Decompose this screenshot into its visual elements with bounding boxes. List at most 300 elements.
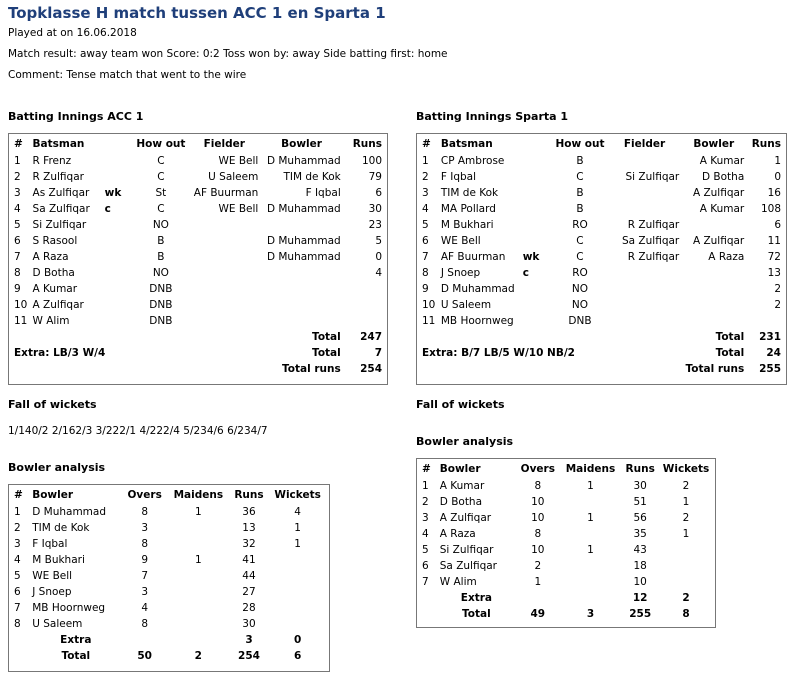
total-runs-row [12,361,384,377]
table-cell [103,249,134,265]
table-cell: J Snoep [440,267,481,279]
table-cell: B [576,187,584,199]
table-cell: 27 [242,586,256,598]
table-cell: D Muhammad [266,203,341,215]
table-cell: 72 [767,251,781,263]
table-cell [103,169,134,185]
table-cell [188,297,260,313]
table-cell: 1 [14,155,21,167]
table-cell: A Raza [708,251,745,263]
table-row [420,558,712,574]
batting-home-heading: Batting Innings ACC 1 [8,110,144,123]
table-cell: 1 [587,544,594,556]
col-header: Bowler [439,463,481,475]
table-cell: 1 [587,480,594,492]
table-cell: 23 [368,219,382,231]
table-cell: A Zulfiqar [439,512,492,524]
table-cell [660,542,712,558]
total-row [420,606,712,622]
table-cell: 8 [422,267,429,279]
col-header: Runs [234,489,264,501]
table-cell: F Iqbal [305,187,341,199]
table-cell: 7 [141,570,148,582]
total-label: Total [312,331,341,343]
table-cell [420,361,608,377]
table-cell [608,313,681,329]
table-cell [521,185,552,201]
table-cell [681,265,746,281]
table-cell: 7 [422,576,429,588]
table-cell: Si Zulfiqar [625,171,680,183]
table-cell [12,361,188,377]
table-cell: R Zulfiqar [32,171,84,183]
total-row [12,648,326,664]
extras-total: 7 [374,347,382,359]
table-cell: 79 [368,171,382,183]
table-cell: 2 [14,171,21,183]
batting-away-table [420,135,783,377]
col-header [103,135,134,153]
table-cell: DNB [149,283,173,295]
table-cell: 1 [682,528,690,540]
table-cell [681,297,746,313]
table-cell: 10 [531,496,545,508]
fow-home-text: 1/140/2 2/162/3 3/222/1 4/222/4 5/234/6 6/234/7 [8,425,268,437]
table-cell: 18 [633,560,647,572]
table-cell: 2 [422,171,429,183]
col-header: Bowler [281,138,322,150]
col-header: Fielder [623,138,666,150]
table-cell: NO [152,267,169,279]
total-row [420,329,783,345]
table-row [420,526,712,542]
table-cell: WE Bell [440,235,481,247]
table-cell: 3 [422,512,429,524]
table-row [12,281,384,297]
table-cell: c [104,203,111,215]
table-row [12,520,326,536]
table-cell: 49 [530,608,546,620]
table-cell: U Saleem [208,171,259,183]
table-cell: Sa Zulfiqar [622,235,680,247]
table-cell [168,568,229,584]
table-cell: J Snoep [32,586,72,598]
table-row [12,169,384,185]
table-cell [103,281,134,297]
table-row [420,510,712,526]
table-cell: A Zulfiqar [692,187,745,199]
table-row [12,153,384,169]
table-cell: Total [61,650,91,662]
table-cell [521,153,552,169]
table-cell: 6 [422,560,429,572]
table-cell: Sa Zulfiqar [32,203,90,215]
table-cell [420,590,438,606]
table-cell: 5 [422,219,429,231]
col-header: Batsman [440,138,493,150]
table-cell: D Muhammad [266,235,341,247]
table-cell: 10 [531,512,545,524]
table-cell: C [576,235,584,247]
total-runs-row [420,361,783,377]
table-cell: 56 [633,512,647,524]
table-cell [561,494,621,510]
col-header: Maidens [565,463,616,475]
table-cell [515,590,561,606]
table-cell: TIM de Kok [283,171,341,183]
table-cell [608,297,681,313]
table-cell: 1 [194,554,202,566]
table-cell: 11 [14,315,28,327]
table-row [12,616,326,632]
bowling-home-header-row [12,486,326,504]
table-cell [521,169,552,185]
table-cell: A Zulfiqar [692,235,745,247]
table-cell [343,297,384,313]
table-cell: 2 [682,480,690,492]
table-cell [608,281,681,297]
table-cell [188,265,260,281]
table-cell [103,297,134,313]
table-cell: B [576,203,584,215]
table-cell: 1 [14,506,21,518]
table-cell: Total [462,608,491,620]
table-cell [608,153,681,169]
match-result: Match result: away team won Score: 0:2 Toss won by: away Side batting first: home [8,48,448,60]
table-cell: 30 [368,203,382,215]
table-cell: 2 [14,522,21,534]
table-cell [521,201,552,217]
table-cell: 1 [194,506,202,518]
table-cell: 6 [422,235,429,247]
table-cell: 9 [14,283,21,295]
table-cell: 2 [682,592,690,604]
table-cell: D Botha [439,496,483,508]
table-row [420,153,783,169]
table-cell: DNB [149,315,173,327]
col-header: # [14,489,23,501]
table-cell: 3 [141,522,148,534]
table-cell: 41 [242,554,256,566]
table-cell [681,281,746,297]
table-cell: 10 [531,544,545,556]
table-cell [269,600,326,616]
table-cell: 4 [422,528,429,540]
table-cell: wk [104,187,122,199]
table-cell: Sa Zulfiqar [439,560,497,572]
table-cell [681,313,746,329]
table-cell: 8 [534,528,542,540]
table-cell: 1 [422,155,429,167]
table-cell [561,526,621,542]
table-row [420,574,712,590]
table-cell: 36 [242,506,256,518]
total-runs-value: 255 [759,363,781,375]
table-cell: 2 [534,560,542,572]
fow-away-heading: Fall of wickets [416,398,505,411]
table-cell [260,281,342,297]
table-cell: U Saleem [32,618,83,630]
table-cell: NO [571,283,589,295]
table-cell: 6 [14,586,21,598]
table-row [12,265,384,281]
table-cell: 2 [194,650,202,662]
table-cell: C [157,203,165,215]
table-cell [521,217,552,233]
table-cell: 7 [14,602,21,614]
table-cell: D Botha [702,171,745,183]
table-row [12,504,326,520]
table-row [12,217,384,233]
bowling-away-header-row [420,460,712,478]
table-cell: B [157,235,165,247]
table-cell: 2 [774,299,781,311]
table-cell: 4 [294,506,301,518]
col-header: Fielder [203,138,245,150]
table-cell: Si Zulfiqar [439,544,494,556]
bowling-away-table [420,460,712,622]
table-cell: 254 [238,650,260,662]
table-row [12,313,384,329]
table-cell [269,584,326,600]
table-cell: C [157,171,165,183]
table-row [420,201,783,217]
table-cell: S Rasool [32,235,78,247]
table-cell: 5 [422,544,429,556]
table-cell: B [157,251,165,263]
table-cell: c [522,267,529,279]
extra-row [420,590,712,606]
table-cell [188,313,260,329]
table-cell: 30 [633,480,647,492]
table-cell: C [576,251,584,263]
col-header: Maidens [173,489,224,501]
fow-home-heading: Fall of wickets [8,398,97,411]
table-cell: 13 [767,267,781,279]
table-cell: F Iqbal [440,171,477,183]
table-cell: MB Hoornweg [440,315,514,327]
table-cell: WE Bell [32,570,73,582]
table-cell: NO [152,219,169,231]
table-row [12,600,326,616]
table-cell: W Alim [32,315,70,327]
table-row [420,494,712,510]
col-header: Bowler [693,138,735,150]
table-cell: A Kumar [699,203,745,215]
table-row [420,185,783,201]
total-runs-label: Total runs [282,363,341,375]
extras-total: 24 [766,347,781,359]
batting-home-header-row [12,135,384,153]
table-cell [608,265,681,281]
col-header: Overs [127,489,162,501]
table-cell [103,153,134,169]
table-cell: 1 [294,538,301,550]
table-row [420,169,783,185]
table-cell: 8 [141,618,148,630]
table-cell: 12 [632,592,648,604]
table-cell: 13 [242,522,256,534]
table-row [420,217,783,233]
table-cell: 4 [14,554,21,566]
col-header: # [422,463,431,475]
table-cell: 3 [586,608,595,620]
table-cell [343,281,384,297]
col-header [521,135,552,153]
table-cell [103,233,134,249]
table-cell [561,590,621,606]
played-at: Played at on 16.06.2018 [8,27,137,39]
table-cell: 6 [375,187,382,199]
extra-row [12,632,326,648]
table-row [12,584,326,600]
table-cell [103,313,134,329]
table-cell: 4 [14,203,21,215]
total-runs-value: 254 [360,363,382,375]
batting-away-table-box [416,133,787,385]
table-row [12,233,384,249]
table-cell: DNB [149,299,173,311]
table-cell: 1 [294,522,301,534]
table-cell [12,329,260,345]
table-cell: 2 [774,283,781,295]
table-cell: 2 [682,512,690,524]
table-cell: 51 [633,496,647,508]
total-row [12,329,384,345]
table-cell [343,313,384,329]
table-cell [260,217,342,233]
table-row [420,249,783,265]
table-cell: 35 [633,528,647,540]
table-cell: A Kumar [699,155,745,167]
table-cell [168,584,229,600]
table-cell [269,552,326,568]
table-cell: NO [571,299,589,311]
table-cell: 50 [137,650,152,662]
table-cell: D Muhammad [266,155,341,167]
table-cell: 6 [293,650,302,662]
extras-label: Total [715,347,745,359]
table-cell: 1 [587,512,594,524]
table-cell: U Saleem [440,299,492,311]
table-cell: 1 [774,155,781,167]
table-cell [660,558,712,574]
table-cell: 7 [422,251,429,263]
table-cell: DNB [568,315,592,327]
table-cell [521,281,552,297]
table-cell: Si Zulfiqar [32,219,87,231]
table-row [12,185,384,201]
table-cell [561,558,621,574]
table-cell [188,217,260,233]
table-cell [521,233,552,249]
total-value: 231 [759,331,781,343]
table-cell: 3 [245,634,253,646]
table-cell: AF Buurman [440,251,506,263]
table-row [420,313,783,329]
total-label: Total [715,331,745,343]
batting-away-heading: Batting Innings Sparta 1 [416,110,569,123]
extras-text: Extra: B/7 LB/5 W/10 NB/2 [422,347,575,359]
table-cell: 8 [534,480,542,492]
extras-row [420,345,783,361]
table-cell: 9 [141,554,148,566]
table-cell [269,568,326,584]
table-cell: 4 [141,602,148,614]
table-cell: 10 [633,576,647,588]
table-cell [168,600,229,616]
table-row [420,297,783,313]
bowling-home-table [12,486,326,664]
table-cell: M Bukhari [440,219,494,231]
col-header: Bowler [32,489,74,501]
table-cell: 10 [422,299,436,311]
batting-home-table [12,135,384,377]
table-cell: 0 [375,251,382,263]
batting-home-table-box [8,133,388,385]
table-cell [260,313,342,329]
table-cell: A Raza [32,251,69,263]
table-cell [521,313,552,329]
table-cell: 100 [361,155,382,167]
total-runs-label: Total runs [685,363,745,375]
page-title: Topklasse H match tussen ACC 1 en Sparta 1 [8,4,386,22]
col-header: Batsman [32,138,85,150]
table-cell: 32 [242,538,256,550]
table-row [420,542,712,558]
table-cell [269,616,326,632]
table-row [12,297,384,313]
table-cell: 11 [422,315,436,327]
table-cell: 4 [422,203,429,215]
table-cell: 5 [14,570,21,582]
table-cell [168,616,229,632]
table-cell: 1 [682,496,690,508]
table-cell [521,297,552,313]
table-cell [420,329,681,345]
table-cell [260,265,342,281]
table-row [12,249,384,265]
table-cell: MB Hoornweg [32,602,106,614]
table-cell: 6 [14,235,21,247]
table-cell [260,297,342,313]
table-cell [188,233,260,249]
table-cell: R Zulfiqar [627,219,680,231]
table-cell [103,217,134,233]
table-cell [561,574,621,590]
col-header: How out [136,138,186,150]
bowling-home-table-box [8,484,330,672]
table-cell: 0 [774,171,781,183]
table-cell [188,249,260,265]
table-cell: 3 [14,187,21,199]
extras-label: Total [312,347,341,359]
table-cell [608,185,681,201]
table-cell: 8 [14,267,21,279]
table-cell: MA Pollard [440,203,496,215]
table-cell: WE Bell [218,203,259,215]
table-cell: Extra [460,592,492,604]
table-cell: D Botha [32,267,75,279]
table-cell: R Frenz [32,155,72,167]
table-cell: 8 [141,506,148,518]
table-cell: WE Bell [218,155,259,167]
table-cell [188,281,260,297]
table-row [420,281,783,297]
batting-away-header-row [420,135,783,153]
table-cell: 44 [242,570,256,582]
table-cell: D Muhammad [440,283,515,295]
